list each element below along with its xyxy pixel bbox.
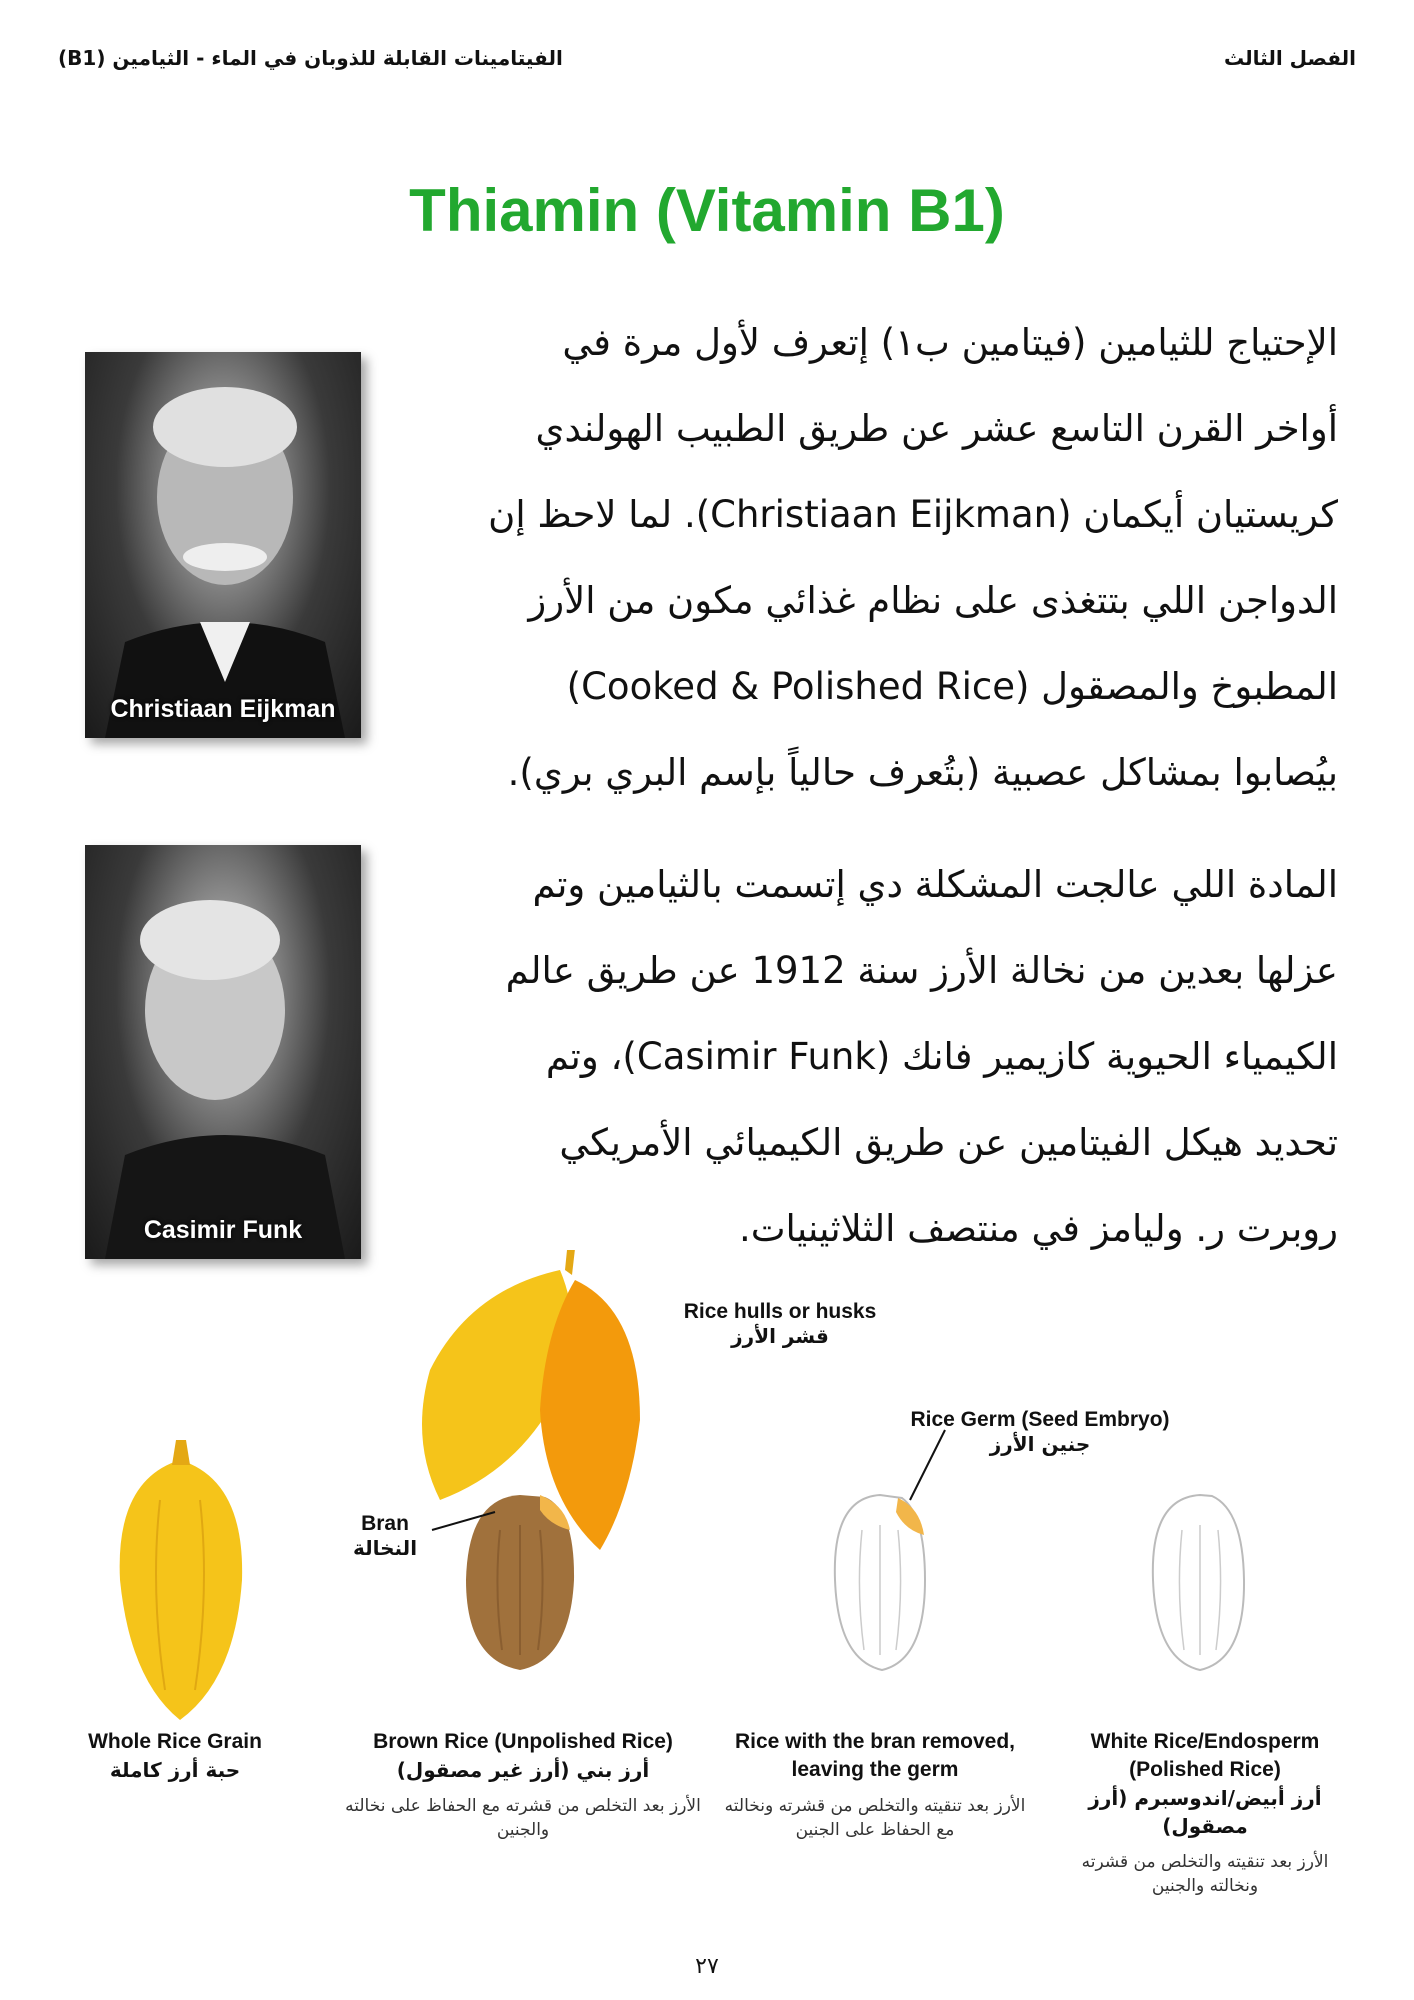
stage-title-ar: حبة أرز كاملة bbox=[109, 1758, 241, 1782]
bran-label bbox=[340, 1512, 430, 1560]
brown-rice-icon bbox=[432, 1495, 574, 1670]
stage-germ-rice bbox=[720, 1728, 1030, 1842]
text-line: المادة اللي عالجت المشكلة دي إتسمت بالثيامين وتم bbox=[532, 863, 1338, 906]
page-number: ٢٧ bbox=[695, 1954, 719, 1979]
text-line: الإحتياج للثيامين (فيتامين ب١) إتعرف لأول مرة في bbox=[562, 321, 1338, 364]
stage-white-rice bbox=[1055, 1728, 1355, 1898]
stage-description: الأرز بعد التخلص من قشرته مع الحفاظ على نخالته والجنين bbox=[345, 1796, 701, 1840]
section-header: الفيتامينات القابلة للذوبان في الماء - الثيامين (B1) bbox=[58, 46, 563, 70]
stage-title-ar: أرز بني (أرز غير مصقول) bbox=[396, 1758, 650, 1782]
whole-rice-grain-icon bbox=[120, 1440, 242, 1720]
paragraph-eijkman bbox=[408, 300, 1338, 816]
hulls-label bbox=[640, 1300, 920, 1348]
stage-title-en: Rice with the bran removed, leaving the germ bbox=[734, 1730, 1016, 1781]
label-ar: قشر الأرز bbox=[731, 1324, 829, 1348]
stage-title-en: Whole Rice Grain bbox=[88, 1730, 262, 1753]
text-line: المطبوخ والمصقول (Cooked & Polished Rice) bbox=[566, 665, 1338, 708]
stage-description: الأرز بعد تنقيته والتخلص من قشرته ونخالته مع الحفاظ على الجنين bbox=[724, 1796, 1026, 1840]
chapter-header: الفصل الثالث bbox=[1223, 46, 1356, 70]
portrait-caption: Christiaan Eijkman bbox=[110, 695, 336, 723]
text-line: عزلها بعدين من نخالة الأرز سنة 1912 عن طريق عالم bbox=[505, 949, 1338, 992]
white-rice-icon bbox=[1153, 1495, 1244, 1670]
portrait-figure bbox=[85, 845, 361, 1259]
page-title: Thiamin (Vitamin B1) bbox=[409, 177, 1005, 244]
paragraph-funk bbox=[408, 842, 1338, 1272]
text-line: كريستيان أيكمان (Christiaan Eijkman). لما لاحظ إن bbox=[488, 493, 1338, 536]
stage-title-en: Brown Rice (Unpolished Rice) bbox=[373, 1730, 673, 1753]
label-en: Rice Germ (Seed Embryo) bbox=[910, 1408, 1170, 1431]
germ-label bbox=[860, 1408, 1220, 1456]
portrait-figure bbox=[85, 352, 361, 738]
stage-description: الأرز بعد تنقيته والتخلص من قشرته ونخالته والجنين bbox=[1081, 1852, 1329, 1896]
text-line: بيُصابوا بمشاكل عصبية (بتُعرف حالياً بإسم البري بري). bbox=[507, 751, 1338, 794]
text-line: الكيمياء الحيوية كازيمير فانك (Casimir Funk)، وتم bbox=[545, 1035, 1338, 1078]
text-line: الدواجن اللي بتتغذى على نظام غذائي مكون من الأرز bbox=[528, 579, 1338, 622]
label-en: Bran bbox=[361, 1512, 409, 1535]
stage-brown-rice bbox=[338, 1728, 708, 1842]
stage-title-ar: أرز أبيض/اندوسبرم (أرز مصقول) bbox=[1088, 1786, 1322, 1838]
label-en: Rice hulls or husks bbox=[683, 1300, 877, 1323]
portrait-caption: Casimir Funk bbox=[143, 1216, 303, 1244]
text-line: تحديد هيكل الفيتامين عن طريق الكيميائي الأمريكي bbox=[559, 1121, 1338, 1164]
label-ar: النخالة bbox=[352, 1536, 418, 1560]
germ-rice-icon bbox=[835, 1430, 945, 1670]
portrait-eijkman bbox=[85, 352, 361, 738]
label-ar: جنين الأرز bbox=[989, 1432, 1091, 1456]
stage-whole-grain bbox=[20, 1728, 330, 1784]
stage-title-en: White Rice/Endosperm (Polished Rice) bbox=[1090, 1730, 1320, 1781]
text-line: روبرت ر. وليامز في منتصف الثلاثينيات. bbox=[738, 1207, 1338, 1250]
text-line: أواخر القرن التاسع عشر عن طريق الطبيب الهولندي bbox=[535, 407, 1338, 450]
portrait-funk bbox=[85, 845, 361, 1259]
